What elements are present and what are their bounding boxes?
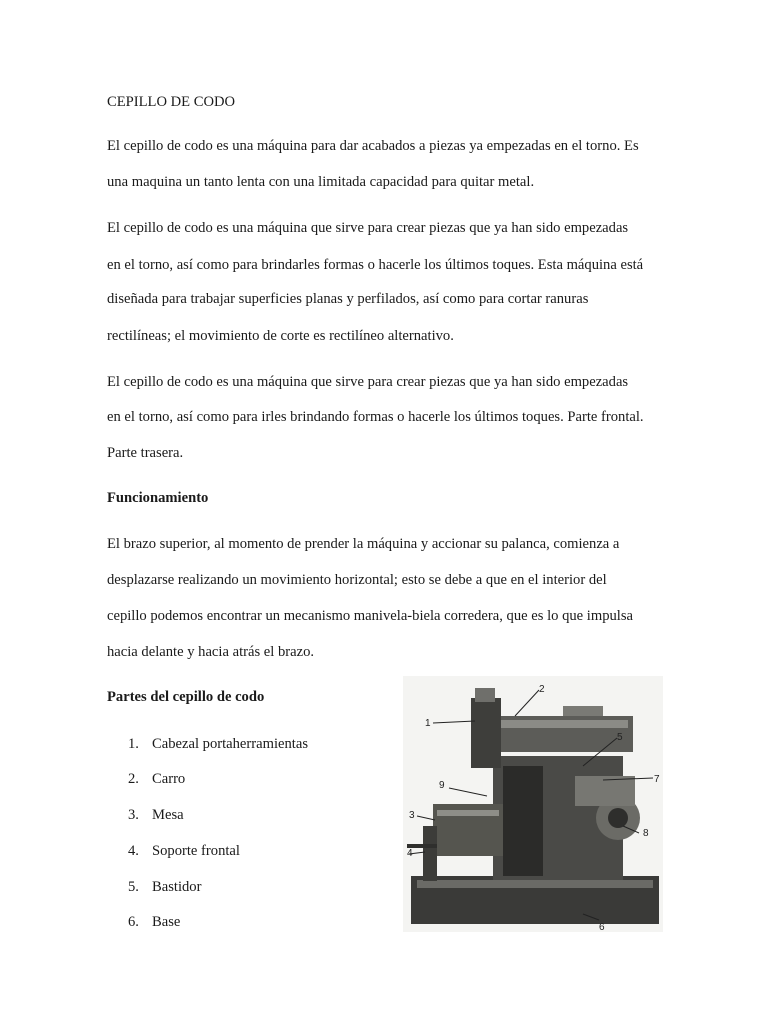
shaper-machine-figure [403, 676, 663, 932]
section-heading-partes: Partes del cepillo de codo [107, 689, 265, 705]
list-item-number: 5. [128, 879, 139, 895]
list-item [128, 808, 184, 823]
callout-label: 8 [643, 828, 649, 839]
list-item-number: 3. [128, 807, 139, 823]
list-item [128, 844, 240, 859]
callout-label: 6 [599, 922, 605, 932]
list-item-label: Soporte frontal [152, 843, 240, 859]
paragraph-2-line-4: rectilíneas; el movimiento de corte es rectilíneo alternativo. [107, 328, 454, 344]
callout-label: 3 [409, 810, 415, 821]
paragraph-2-line-3: diseñada para trabajar superficies planas y perfilados, así como para cortar ranuras [107, 291, 589, 307]
section-heading-funcionamiento: Funcionamiento [107, 490, 209, 506]
paragraph-1-line-2: una maquina un tanto lenta con una limitada capacidad para quitar metal. [107, 174, 535, 190]
list-item-label: Base [152, 914, 181, 930]
callout-label: 1 [425, 718, 431, 729]
list-item-number: 4. [128, 843, 139, 859]
document-title: CEPILLO DE CODO [107, 94, 236, 110]
list-item [128, 772, 185, 787]
funcionamiento-line-1: El brazo superior, al momento de prender la máquina y accionar su palanca, comienza a [107, 536, 620, 552]
list-item [128, 737, 308, 752]
list-item [128, 880, 201, 895]
callout-label: 7 [654, 774, 660, 785]
list-item-number: 1. [128, 736, 139, 752]
callout-label: 5 [617, 732, 623, 743]
paragraph-3-line-1: El cepillo de codo es una máquina que sirve para crear piezas que ya han sido empezadas [107, 374, 629, 390]
funcionamiento-line-3: cepillo podemos encontrar un mecanismo manivela-biela corredera, que es lo que impulsa [107, 608, 633, 624]
list-item-label: Mesa [152, 807, 184, 823]
list-item-label: Carro [152, 771, 186, 787]
callout-label: 9 [439, 780, 445, 791]
paragraph-3-line-2: en el torno, así como para irles brindando formas o hacerle los últimos toques. Parte frontal. [107, 409, 644, 425]
callout-label: 2 [539, 684, 545, 695]
list-item-label: Bastidor [152, 879, 202, 895]
callout-label: 4 [407, 848, 413, 859]
paragraph-1-line-1: El cepillo de codo es una máquina para dar acabados a piezas ya empezadas en el torno. Es [107, 138, 639, 154]
machine-head-shape [471, 698, 501, 768]
funcionamiento-line-2: desplazarse realizando un movimiento horizontal; esto se debe a que en el interior del [107, 572, 607, 588]
paragraph-2-line-2: en el torno, así como para brindarles formas o hacerle los últimos toques. Esta máquina está [107, 257, 644, 273]
list-item-number: 2. [128, 771, 139, 787]
paragraph-2-line-1: El cepillo de codo es una máquina que sirve para crear piezas que ya han sido empezadas [107, 220, 629, 236]
list-item-number: 6. [128, 914, 139, 930]
list-item-label: Cabezal portaherramientas [152, 736, 308, 752]
list-item [128, 915, 180, 930]
paragraph-3-line-3: Parte trasera. [107, 445, 184, 461]
funcionamiento-line-4: hacia delante y hacia atrás el brazo. [107, 644, 315, 660]
shaper-machine-illustration [403, 676, 663, 932]
